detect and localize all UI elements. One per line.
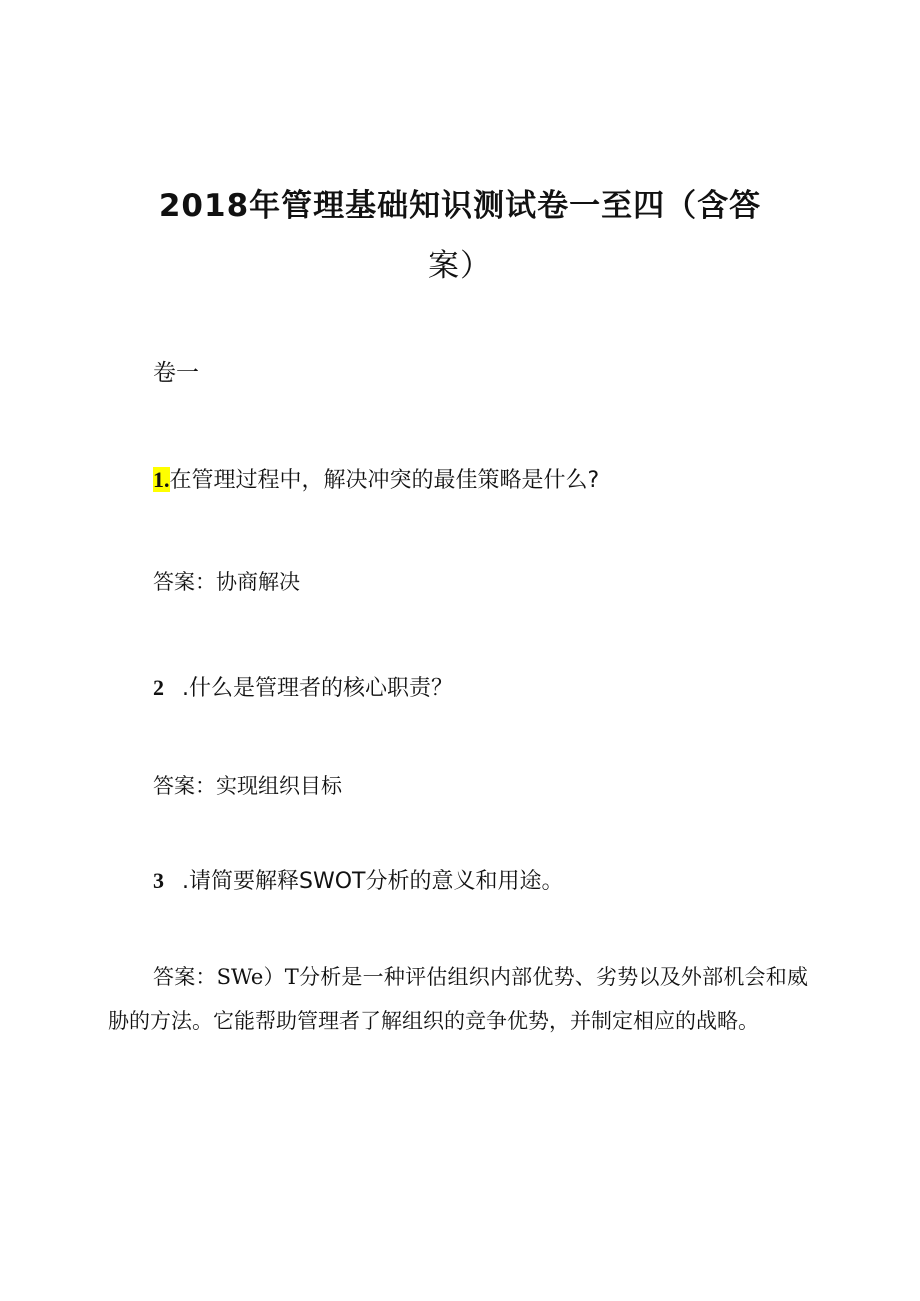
question-1-text: 在管理过程中，解决冲突的最佳策略是什么? [169,468,600,493]
answer-1-label: 答案： [153,570,216,594]
answer-1-text: 协商解决 [216,570,300,594]
question-1 [153,463,599,494]
question-2-text: .什么是管理者的核心职责？ [182,676,453,701]
answer-2-text: 实现组织目标 [216,774,342,798]
answer-2 [153,770,342,800]
question-2-number: 2 [153,675,164,700]
question-1-number: 1. [153,467,170,492]
answer-1 [153,566,300,596]
answer-3 [108,955,808,1043]
question-3-text: .请简要解释SWOT分析的意义和用途。 [182,869,564,894]
answer-2-label: 答案： [153,774,216,798]
question-2 [153,671,453,702]
answer-3-label: 答案： [153,965,217,989]
document-title-line-2: 案） [428,248,492,284]
question-3-number: 3 [153,868,164,893]
answer-3-text: SWe）T分析是一种评估组织内部优势、劣势以及外部机会和威胁的方法。它能帮助管理者了解组织的竞争优势，并制定相应的战略。 [108,965,808,1033]
question-3 [153,864,563,895]
document-title-line-1: 2018年管理基础知识测试卷一至四（含答 [158,188,762,224]
section-heading: 卷一 [153,360,199,386]
